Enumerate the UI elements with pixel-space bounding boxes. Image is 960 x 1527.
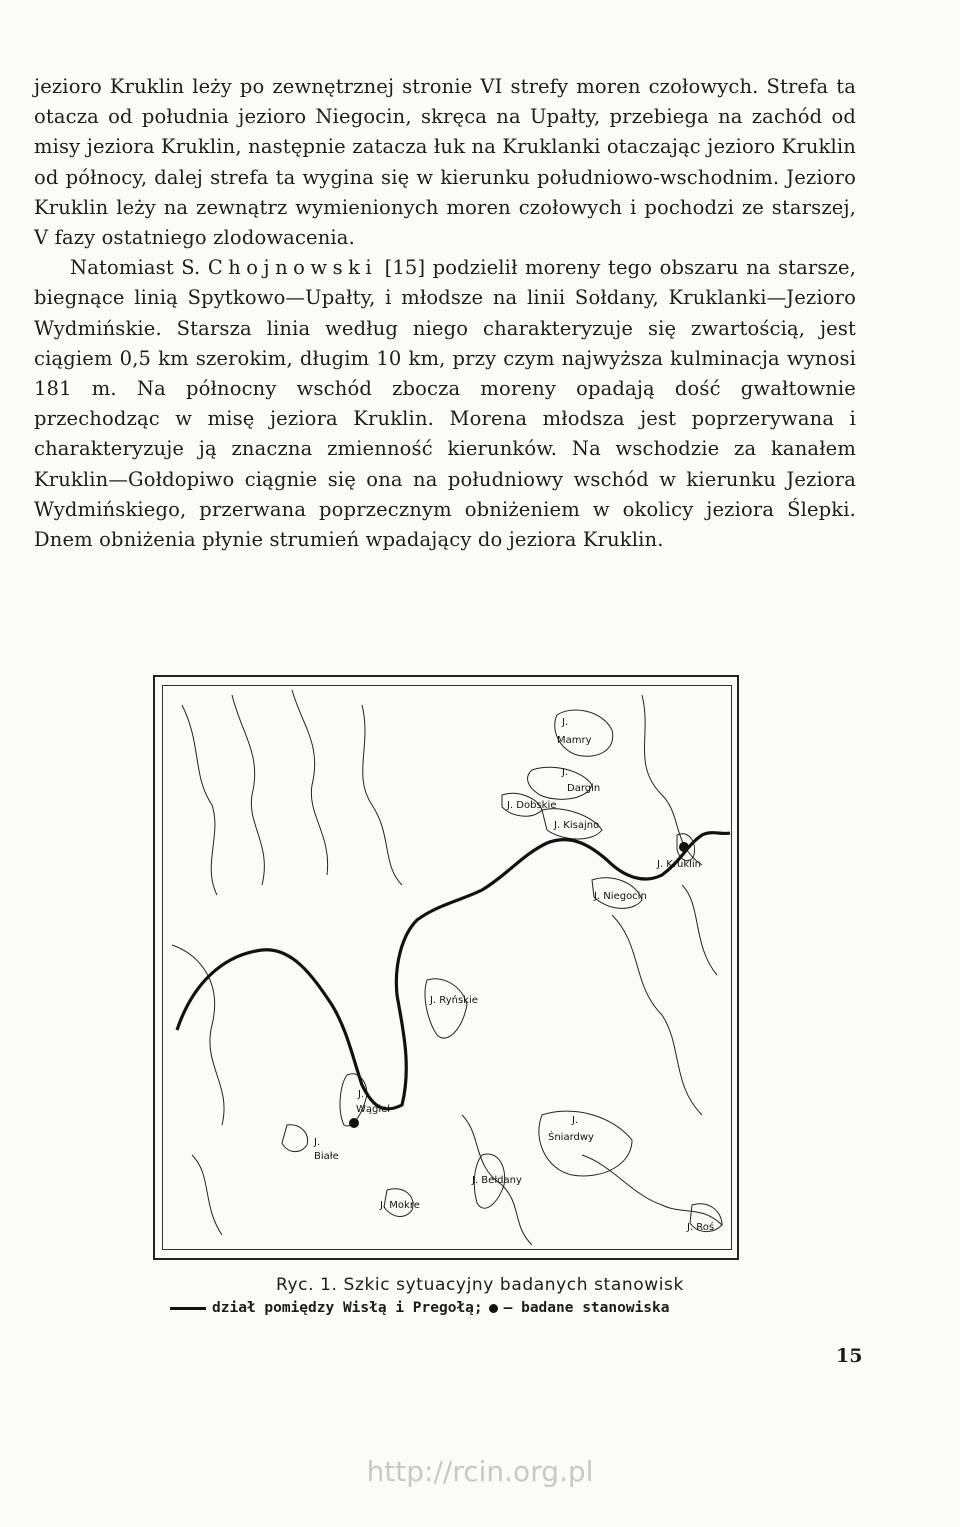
river xyxy=(182,705,217,895)
lake-sniardwy xyxy=(539,1111,632,1176)
site-marker-kruklin xyxy=(679,842,689,852)
lake-biale xyxy=(282,1125,308,1152)
map-label-wagiel: Wągiel xyxy=(356,1104,391,1115)
map-label-wagiel-j: J. xyxy=(358,1089,365,1100)
map-label-kruklin: J. Kruklin xyxy=(657,859,701,870)
river xyxy=(172,945,224,1125)
figure-legend xyxy=(170,1300,770,1316)
river xyxy=(682,885,717,975)
map-label-sniardwy-j: J. xyxy=(572,1115,579,1126)
paragraph-2-start: Natomiast S. xyxy=(70,256,208,280)
legend-watershed-text: dział pomiędzy Wisłą i Pregołą; xyxy=(212,1300,483,1316)
map-label-sniardwy: Śniardwy xyxy=(548,1132,594,1143)
river xyxy=(612,915,702,1115)
map-label-mamry: Mamry xyxy=(557,735,592,746)
river xyxy=(292,690,328,875)
river xyxy=(642,695,702,865)
map-label-rynskie: J. Ryńskie xyxy=(430,995,478,1006)
river xyxy=(362,705,402,885)
paragraph-1: jezioro Kruklin leży po zewnętrznej stronie VI strefy moren czołowych. Strefa ta otacza od południa jezioro Niegocin, skręca na Upałty, przebiega na zachód od misy jeziora Kruklin, następnie zatacza łuk na Kruklanki otaczając jezioro Kruklin od północy, dalej strefa ta wygina się w kierunku południowo-wschodnim. Jezioro Kruklin leży na zewnątrz wymienionych moren czołowych i pochodzi ze starszej, V fazy ostatniego zlodowacenia. xyxy=(34,75,856,250)
body-text xyxy=(34,72,856,555)
map-label-dobskie: J. Dobskie xyxy=(507,800,557,811)
river xyxy=(232,695,264,885)
watershed-line xyxy=(177,833,730,1109)
map-label-biale: Białe xyxy=(314,1151,339,1162)
watershed-legend-line xyxy=(170,1307,206,1310)
map-label-mamry-j: J. xyxy=(562,717,569,728)
situation-map xyxy=(162,685,732,1250)
map-label-mokre: J. Mokre xyxy=(380,1200,420,1211)
paragraph-2 xyxy=(34,253,856,555)
map-label-beldany: J. Bełdany xyxy=(472,1175,522,1186)
map-label-dargin-j: J. xyxy=(562,767,569,778)
author-name: Chojnowski xyxy=(207,256,378,280)
map-label-biale-j: J. xyxy=(314,1137,321,1148)
lake-rynskie xyxy=(425,979,467,1038)
page-number: 15 xyxy=(836,1345,863,1367)
site-marker-wagiel xyxy=(349,1118,359,1128)
site-legend-dot xyxy=(489,1304,498,1313)
map-label-dargin: Dargin xyxy=(567,783,601,794)
map-label-kisajno: J. Kisajno xyxy=(554,820,600,831)
river xyxy=(192,1155,222,1235)
map-label-niegocin: J. Niegocin xyxy=(594,891,647,902)
figure-caption: Ryc. 1. Szkic sytuacyjny badanych stanowisk xyxy=(276,1275,684,1295)
paragraph-2-rest: [15] podzielił moreny tego obszaru na starsze, biegnące linią Spytkowo—Upałty, i młodsze na linii Sołdany, Kruklanki—Jezioro Wydmińskie. Starsza linia według niego charakteryzuje się zwartością, jest ciągiem 0,5 km szerokim, długim 10 km, przy czym najwyższa kulminacja wynosi 181 m. Na północny wschód zbocza moreny opadają dość gwałtownie przechodząc w misę jeziora Kruklin. Morena młodsza jest poprzerywana i charakteryzuje ją znaczna zmienność kierunków. Na wschodzie za kanałem Kruklin—Gołdopiwo ciągnie się ona na południowy wschód w kierunku Jeziora Wydmińskiego, przerwana poprzecznym obniżeniem w okolicy jeziora Ślepki. Dnem obniżenia płynie strumień wpadający do jeziora Kruklin. xyxy=(34,256,856,552)
river xyxy=(582,1155,722,1225)
map-label-ros: J. Roś xyxy=(687,1222,715,1233)
legend-sites-text: — badane stanowiska xyxy=(503,1300,670,1316)
watermark: http://rcin.org.pl xyxy=(366,1455,594,1488)
